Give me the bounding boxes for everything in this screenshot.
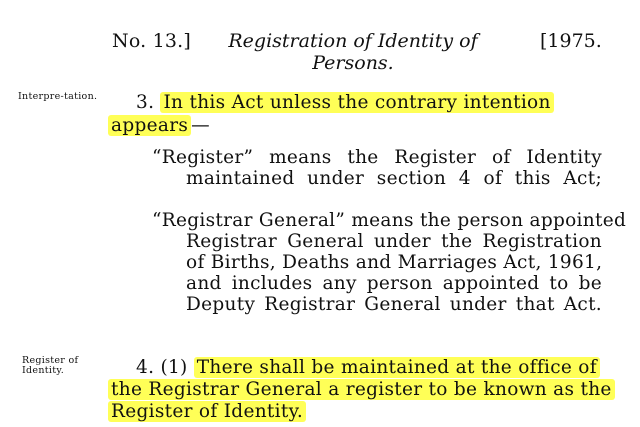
definition-registrar-line-3: of Births, Deaths and Marriages Act, 1961,	[186, 252, 603, 273]
act-year: [1975.	[540, 30, 602, 52]
highlighted-text: Register of Identity.	[108, 401, 306, 422]
definition-registrar-line-5: Deputy Registrar General under that Act.	[186, 294, 602, 315]
section-4-line-1	[136, 357, 600, 378]
definition-register-line-2: maintained under section 4 of this Act;	[186, 168, 602, 189]
definition-registrar-line-1: “Registrar General” means the person appointed	[152, 210, 627, 231]
section-4-line-2	[108, 379, 615, 400]
section-3-line-2	[108, 115, 210, 136]
em-dash: —	[191, 115, 210, 136]
margin-note-interpretation: Interpre-tation.	[18, 91, 98, 102]
act-number: No. 13.]	[112, 30, 192, 52]
section-number: 4.	[136, 357, 155, 378]
highlighted-text: appears	[108, 115, 191, 136]
act-title: Registration of Identity of Persons.	[228, 30, 478, 74]
definition-register-line-1: “Register” means the Register of Identity	[152, 147, 602, 168]
section-3-line-1	[136, 92, 606, 113]
definition-registrar-line-4: and includes any person appointed to be	[186, 273, 602, 294]
subsection-number: (1)	[160, 357, 188, 378]
highlighted-text: There shall be maintained at the office of	[194, 357, 600, 378]
margin-note-register-of-identity: Register of Identity.	[22, 355, 79, 376]
section-4-line-3	[108, 401, 306, 422]
section-number: 3.	[136, 92, 155, 113]
definition-registrar-line-2: Registrar General under the Registration	[186, 231, 602, 252]
highlighted-text: the Registrar General a register to be known as the	[108, 379, 615, 400]
highlighted-text: In this Act unless the contrary intention	[160, 92, 553, 113]
